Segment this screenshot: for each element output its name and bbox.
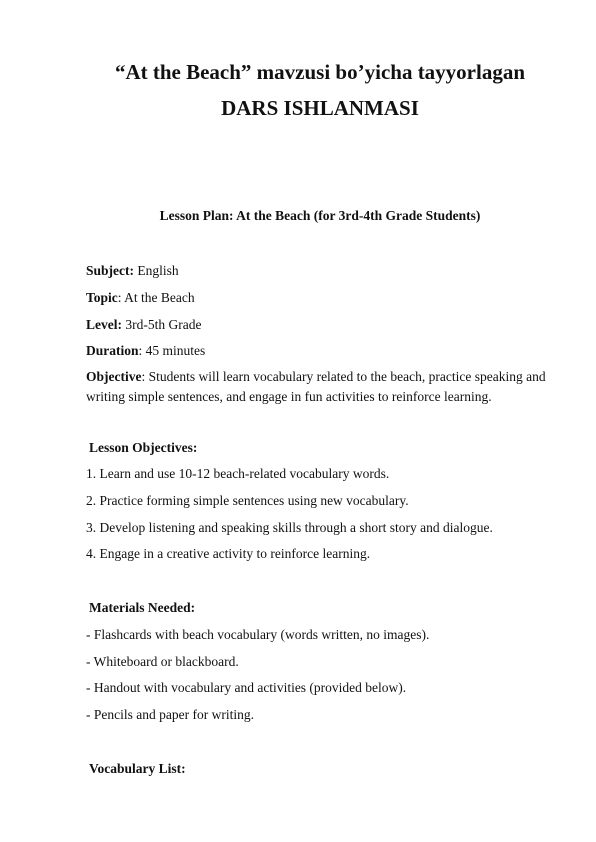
document-subtitle: DARS ISHLANMASI bbox=[221, 96, 419, 120]
duration-value: : 45 minutes bbox=[138, 343, 206, 358]
topic-label: Topic bbox=[86, 290, 118, 305]
objective-item: 1. Learn and use 10-12 beach-related vocabulary words. bbox=[86, 466, 390, 481]
topic-value: : At the Beach bbox=[117, 290, 195, 305]
vocabulary-heading: Vocabulary List: bbox=[89, 761, 186, 776]
objective-paragraph bbox=[86, 367, 556, 407]
material-item: - Pencils and paper for writing. bbox=[86, 707, 254, 722]
material-item: - Whiteboard or blackboard. bbox=[86, 654, 239, 669]
level-line bbox=[86, 317, 201, 333]
subject-label: Subject: bbox=[86, 263, 134, 278]
document-title: “At the Beach” mavzusi bo’yicha tayyorlagan bbox=[114, 60, 526, 84]
lesson-objectives-heading: Lesson Objectives: bbox=[89, 440, 198, 455]
objective-label: Objective bbox=[86, 369, 142, 384]
topic-line bbox=[86, 290, 195, 306]
subject-value: English bbox=[134, 263, 179, 278]
lesson-plan-title: Lesson Plan: At the Beach (for 3rd-4th Grade Students) bbox=[159, 208, 481, 223]
objective-item: 3. Develop listening and speaking skills through a short story and dialogue. bbox=[86, 520, 493, 535]
level-label: Level: bbox=[86, 317, 122, 332]
material-item: - Handout with vocabulary and activities (provided below). bbox=[86, 680, 407, 695]
material-item: - Flashcards with beach vocabulary (words written, no images). bbox=[86, 627, 430, 642]
duration-line bbox=[86, 343, 205, 359]
level-value: 3rd-5th Grade bbox=[122, 317, 202, 332]
objective-item: 4. Engage in a creative activity to reinforce learning. bbox=[86, 546, 371, 561]
subject-line bbox=[86, 263, 179, 279]
objective-item: 2. Practice forming simple sentences using new vocabulary. bbox=[86, 493, 409, 508]
duration-label: Duration bbox=[86, 343, 139, 358]
materials-heading: Materials Needed: bbox=[89, 600, 196, 615]
objective-value: : Students will learn vocabulary related to the beach, practice speaking and writing simple sentences, and engage in fun activities to reinforce learning. bbox=[86, 369, 546, 404]
